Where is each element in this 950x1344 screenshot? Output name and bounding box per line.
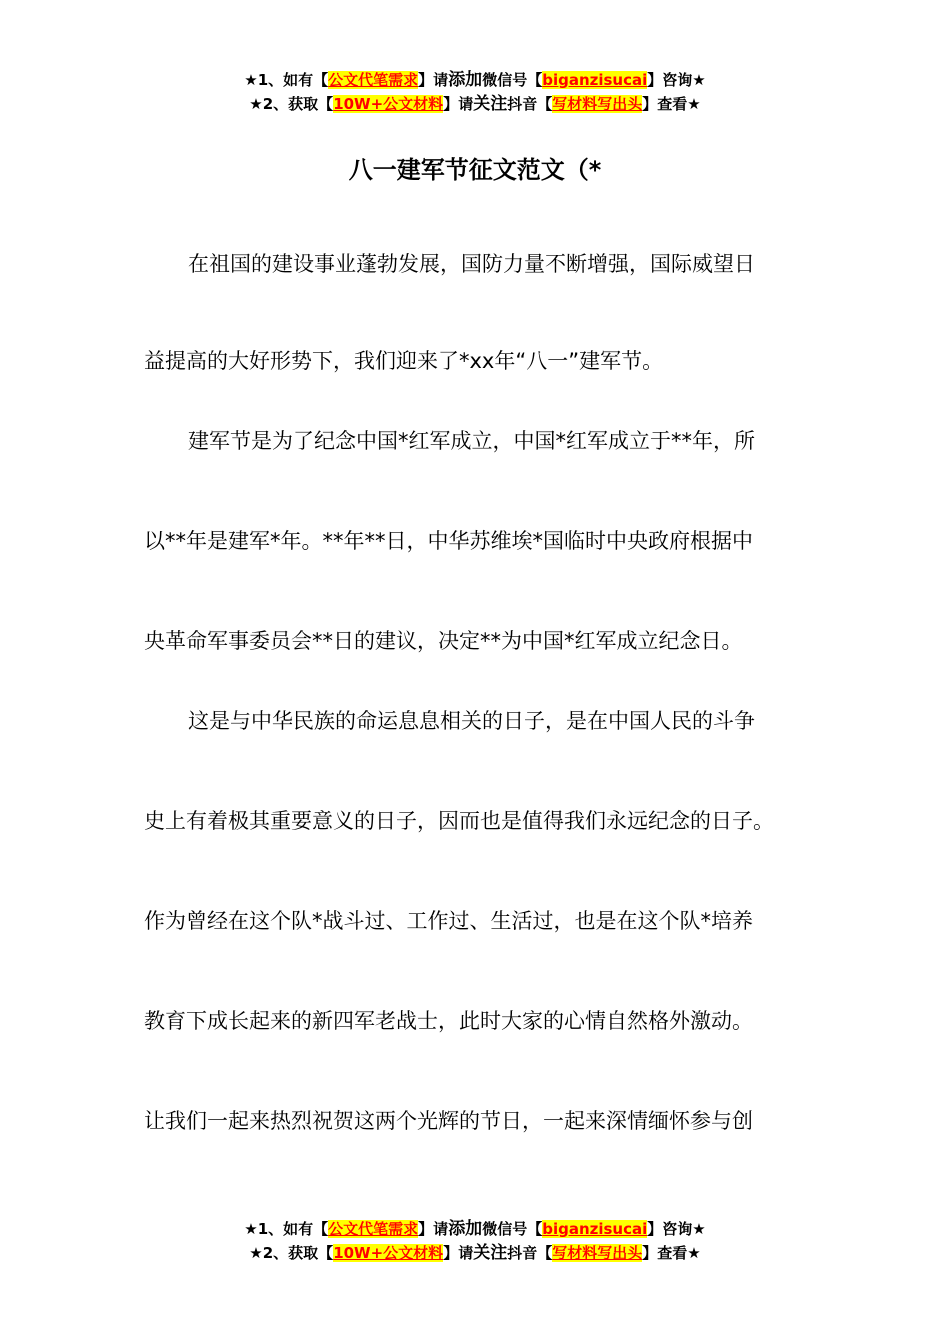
highlight-douyin: 写材料写出头 — [552, 95, 643, 113]
text-line: 央革命军事委员会**日的建议，决定**为中国*红军成立纪念日。 — [144, 629, 743, 653]
footer-banner — [0, 1217, 950, 1265]
highlight-service: 公文代笔需求 — [328, 1220, 419, 1238]
banner-line-2: ★2、获取【10W+公文材料】请关注抖音【写材料写出头】查看★ — [249, 1243, 701, 1263]
banner-line-1: ★1、如有【公文代笔需求】请添加微信号【biganzisucai】咨询★ — [244, 1219, 706, 1239]
highlight-materials: 10W+公文材料 — [333, 1244, 444, 1262]
text-line: 这是与中华民族的命运息息相关的日子，是在中国人民的斗争 — [188, 709, 755, 733]
text-line: 在祖国的建设事业蓬勃发展，国防力量不断增强，国际威望日 — [188, 252, 755, 276]
document-body — [144, 244, 824, 1141]
text-line: 作为曾经在这个队*战斗过、工作过、生活过，也是在这个队*培养 — [144, 909, 753, 933]
text-line: 史上有着极其重要意义的日子，因而也是值得我们永远纪念的日子。 — [144, 809, 774, 833]
highlight-service: 公文代笔需求 — [328, 71, 419, 89]
highlight-materials: 10W+公文材料 — [333, 95, 444, 113]
highlight-wechat-id: biganzisucai — [542, 71, 648, 89]
document-title: 八一建军节征文范文（* — [348, 156, 602, 184]
highlight-douyin: 写材料写出头 — [552, 1244, 643, 1262]
banner-line-2: ★2、获取【10W+公文材料】请关注抖音【写材料写出头】查看★ — [249, 94, 701, 114]
text-line: 教育下成长起来的新四军老战士，此时大家的心情自然格外激动。 — [144, 1009, 753, 1033]
text-line: 让我们一起来热烈祝贺这两个光辉的节日，一起来深情缅怀参与创 — [144, 1109, 753, 1133]
text-line: 以**年是建军*年。**年**日，中华苏维埃*国临时中央政府根据中 — [144, 529, 753, 553]
highlight-wechat-id: biganzisucai — [542, 1220, 648, 1238]
header-banner — [0, 68, 950, 116]
text-line: 建军节是为了纪念中国*红军成立，中国*红军成立于**年，所 — [188, 429, 755, 453]
text-line: 益提高的大好形势下，我们迎来了*xx年“八一”建军节。 — [144, 349, 664, 373]
banner-line-1: ★1、如有【公文代笔需求】请添加微信号【biganzisucai】咨询★ — [244, 70, 706, 90]
